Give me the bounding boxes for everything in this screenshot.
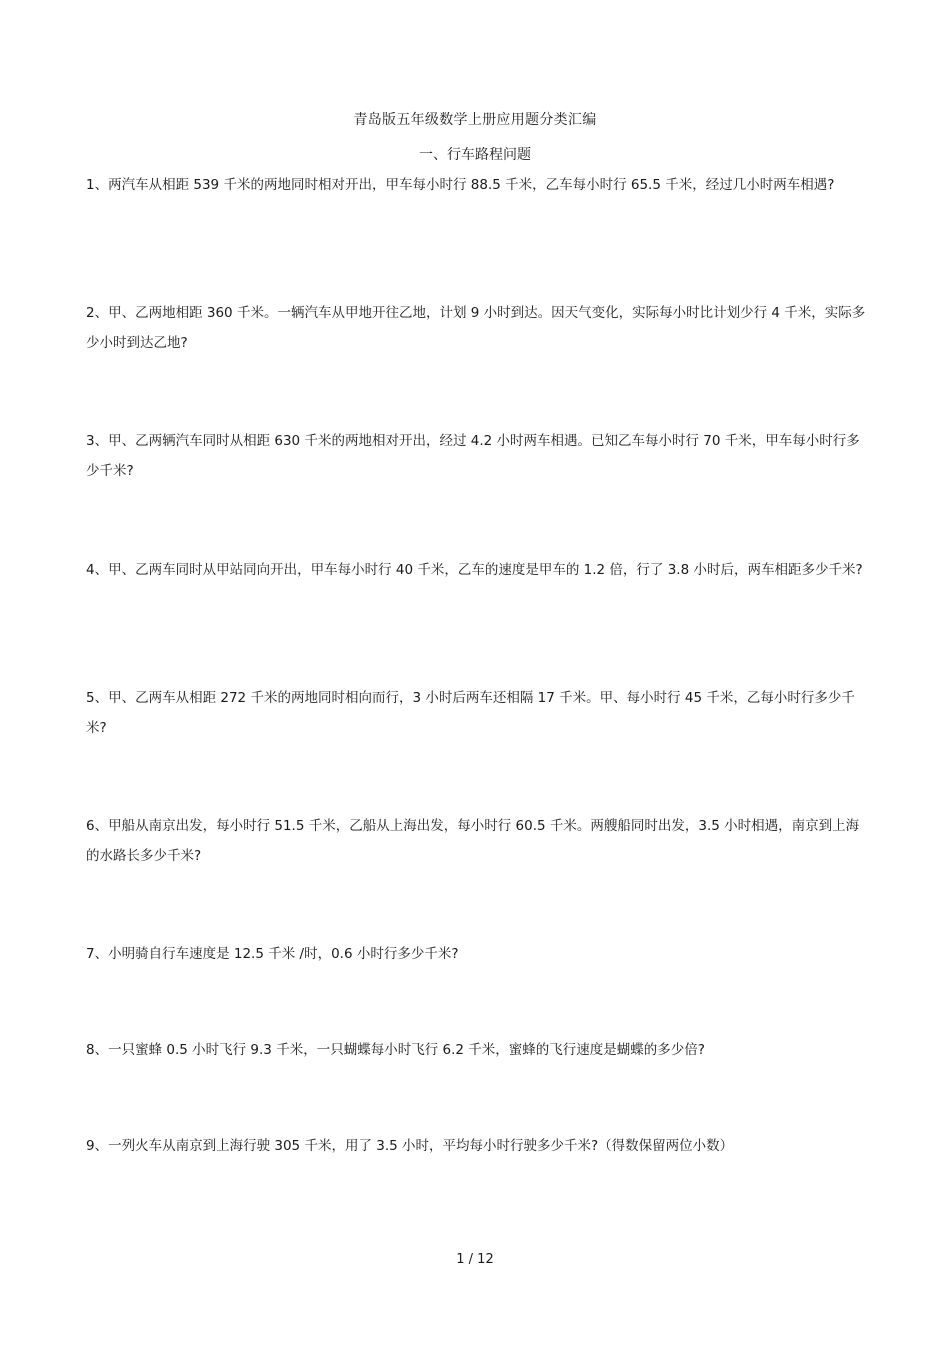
question-9: 9、一列火车从南京到上海行驶 305 千米，用了 3.5 小时，平均每小时行驶多少千米?（得数保留两位小数） xyxy=(86,1138,734,1154)
document-title: 青岛版五年级数学上册应用题分类汇编 xyxy=(353,112,597,128)
question-4: 4、甲、乙两车同时从甲站同向开出，甲车每小时行 40 千米，乙车的速度是甲车的 1.2 倍，行了 3.8 小时后，两车相距多少千米? xyxy=(86,562,863,578)
section-title: 一、行车路程问题 xyxy=(419,147,531,163)
question-1: 1、两汽车从相距 539 千米的两地同时相对开出，甲车每小时行 88.5 千米，乙车每小时行 65.5 千米，经过几小时两车相遇? xyxy=(86,177,835,193)
question-3: 3、甲、乙两辆汽车同时从相距 630 千米的两地相对开出，经过 4.2 小时两车相遇。已知乙车每小时行 70 千米，甲车每小时行多少千米? xyxy=(86,433,860,479)
question-8: 8、一只蜜蜂 0.5 小时飞行 9.3 千米，一只蝴蝶每小时飞行 6.2 千米，蜜蜂的飞行速度是蝴蝶的多少倍? xyxy=(86,1042,705,1058)
page-number: 1 / 12 xyxy=(456,1252,494,1267)
question-6: 6、甲船从南京出发，每小时行 51.5 千米，乙船从上海出发，每小时行 60.5 千米。两艘船同时出发，3.5 小时相遇，南京到上海的水路长多少千米? xyxy=(86,818,860,864)
question-7: 7、小明骑自行车速度是 12.5 千米 /时，0.6 小时行多少千米? xyxy=(86,946,459,962)
question-5: 5、甲、乙两车从相距 272 千米的两地同时相向而行，3 小时后两车还相隔 17 千米。甲、每小时行 45 千米，乙每小时行多少千米? xyxy=(86,690,855,736)
question-2: 2、甲、乙两地相距 360 千米。一辆汽车从甲地开往乙地，计划 9 小时到达。因天气变化，实际每小时比计划少行 4 千米，实际多少小时到达乙地? xyxy=(86,305,866,351)
